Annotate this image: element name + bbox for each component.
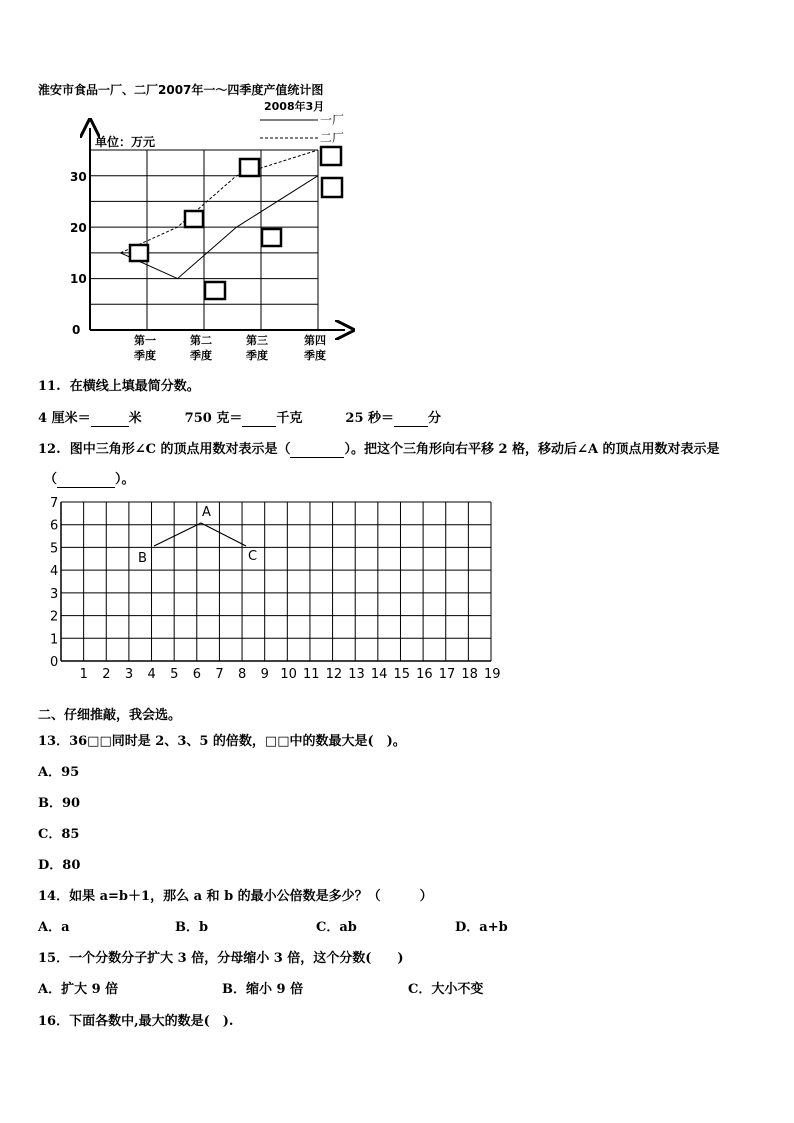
grid-y-label: 3	[50, 586, 59, 602]
triangle-abc	[154, 523, 246, 546]
production-line-chart	[0, 110, 380, 370]
answer-box[interactable]	[130, 245, 148, 261]
answer-box[interactable]	[262, 229, 281, 246]
answer-blank[interactable]	[57, 472, 115, 488]
grid-x-label: 8	[238, 667, 247, 681]
x-tick-label: 季度	[246, 349, 268, 362]
point-c-label: C	[248, 549, 258, 564]
question-15-stem: 15．一个分数分子扩大 3 倍，分母缩小 3 倍，这个分数( )	[38, 951, 404, 966]
coordinate-grid	[40, 496, 510, 681]
grid-y-labels	[50, 496, 58, 670]
x-tick-label: 第二	[190, 334, 212, 347]
question-11-items	[38, 407, 441, 427]
grid-y-label: 2	[50, 609, 59, 625]
paren-close: ）。	[115, 472, 135, 487]
grid-x-label: 14	[370, 667, 388, 681]
grid-y-label: 1	[50, 632, 59, 648]
grid-x-label: 15	[393, 667, 411, 681]
grid-x-label: 1	[79, 667, 88, 681]
fill-suffix: 米	[128, 411, 142, 426]
grid-x-label: 19	[484, 667, 501, 681]
y-tick-label: 30	[70, 170, 87, 184]
chart-unit-label: 单位：万元	[95, 135, 156, 149]
answer-box[interactable]	[322, 178, 342, 197]
section-title: 二、仔细推敲，我会选。	[38, 708, 182, 723]
grid-x-label: 7	[215, 667, 224, 681]
fill-suffix: 千克	[276, 411, 303, 426]
legend-label-two: 二厂	[320, 131, 345, 145]
grid-x-label: 9	[260, 667, 269, 681]
answer-blank[interactable]	[91, 411, 129, 427]
x-tick-label: 季度	[134, 349, 156, 362]
question-number: 11.	[38, 379, 61, 394]
y-tick-label: 10	[70, 272, 87, 286]
grid-y-label: 4	[50, 564, 59, 580]
y-tick-label: 0	[72, 323, 81, 337]
question-text: 在横线上填最简分数。	[69, 379, 200, 394]
question-12	[38, 438, 720, 458]
answer-blank[interactable]	[394, 411, 428, 427]
question-11	[38, 375, 200, 394]
grid-y-label: 0	[50, 655, 59, 670]
option-a[interactable]: A．a	[38, 920, 70, 935]
grid-y-label: 5	[50, 541, 59, 557]
grid-x-label: 11	[302, 667, 320, 681]
option-c[interactable]: C．ab	[316, 920, 357, 935]
chart-grid	[90, 150, 318, 330]
chart-title: 淮安市食品一厂、二厂2007年一～四季度产值统计图	[38, 83, 324, 97]
option-c[interactable]: C．85	[38, 827, 80, 842]
grid-y-label: 7	[50, 496, 59, 511]
fill-prefix: 25 秒＝	[345, 411, 395, 426]
option-b[interactable]: B．缩小 9 倍	[222, 982, 304, 997]
answer-blank[interactable]	[242, 411, 276, 427]
option-b[interactable]: B．90	[38, 796, 81, 811]
question-text: ）。把这个三角形向右平移 2 格，移动后∠A 的顶点用数对表示是	[344, 442, 720, 457]
answer-box[interactable]	[185, 211, 203, 227]
point-a-label: A	[202, 505, 211, 520]
grid-y-label: 6	[50, 518, 59, 534]
option-b[interactable]: B．b	[175, 920, 209, 935]
question-14-stem: 14．如果 a=b＋1，那么 a 和 b 的最小公倍数是多少？（ ）	[38, 889, 433, 904]
answer-box[interactable]	[321, 147, 341, 165]
x-tick-label: 第四	[304, 334, 326, 347]
grid-x-label: 6	[192, 667, 202, 681]
paren-open: （	[44, 472, 58, 487]
option-d[interactable]: D．a+b	[455, 920, 508, 935]
grid-x-label: 5	[170, 667, 179, 681]
legend-label-one: 一厂	[320, 113, 345, 127]
answer-box[interactable]	[205, 282, 225, 299]
x-tick-label: 季度	[304, 349, 326, 362]
chart-date: 2008年3月	[264, 100, 325, 113]
x-tick-label: 第一	[134, 334, 156, 347]
answer-blank[interactable]	[290, 442, 344, 458]
grid-x-labels	[80, 667, 501, 681]
option-d[interactable]: D．80	[38, 858, 81, 873]
question-number: 12.	[38, 442, 61, 457]
question-text: 图中三角形∠C 的顶点用数对表示是（	[69, 442, 291, 457]
grid-x-label: 17	[438, 667, 456, 681]
question-13-stem: 13．36□□同时是 2、3、5 的倍数，□□中的数最大是( )。	[38, 734, 406, 749]
option-a[interactable]: A．扩大 9 倍	[38, 982, 119, 997]
x-tick-label: 第三	[246, 334, 268, 347]
point-b-label: B	[138, 551, 147, 566]
question-12-line2	[44, 468, 135, 488]
question-16-stem: 16．下面各数中,最大的数是( ).	[38, 1014, 234, 1029]
fill-suffix: 分	[428, 411, 442, 426]
grid-x-label: 4	[147, 667, 156, 681]
grid-x-label: 2	[102, 667, 111, 681]
x-tick-label: 季度	[190, 349, 212, 362]
grid-x-label: 10	[280, 667, 297, 681]
grid-x-label: 12	[325, 667, 343, 681]
fill-prefix: 4 厘米＝	[38, 411, 91, 426]
option-c[interactable]: C．大小不变	[408, 982, 484, 997]
y-tick-label: 20	[70, 221, 87, 235]
grid-lines	[61, 502, 491, 661]
grid-x-label: 18	[461, 667, 478, 681]
fill-prefix: 750 克＝	[184, 411, 243, 426]
answer-box[interactable]	[240, 159, 259, 176]
option-a[interactable]: A．95	[38, 765, 80, 780]
grid-x-label: 16	[416, 667, 433, 681]
grid-x-label: 3	[124, 667, 134, 681]
grid-x-label: 13	[348, 667, 365, 681]
